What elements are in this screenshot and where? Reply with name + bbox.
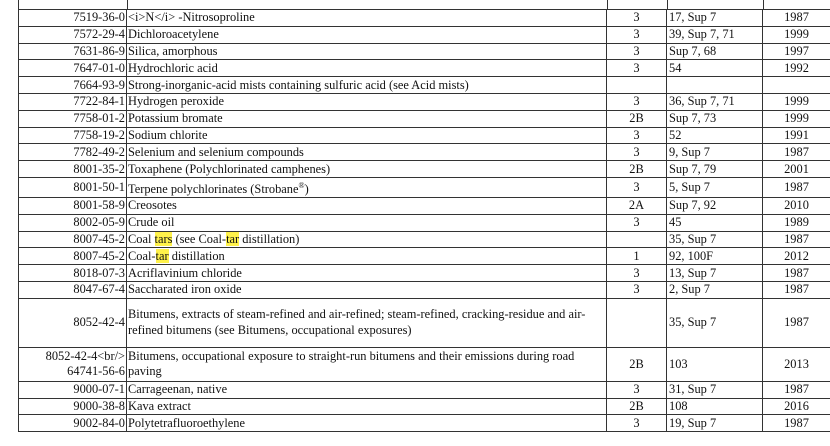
agent-name-text: Crude oil <box>128 215 175 230</box>
group-cell: 3 <box>607 282 667 299</box>
cas-number-cell: 8007-45-2 <box>19 231 127 248</box>
agent-name-text: Terpene polychlorinates (Strobane <box>128 182 299 197</box>
agent-name-text: (see Coal- <box>172 232 227 247</box>
volume-cell: 52 <box>667 127 763 144</box>
agent-name-cell <box>127 282 607 299</box>
agent-name-cell <box>127 161 607 178</box>
page-margin <box>0 0 18 446</box>
year-cell: 1987 <box>763 231 830 248</box>
volume-cell: 35, Sup 7 <box>667 298 763 347</box>
group-cell: 3 <box>607 415 667 432</box>
cas-number-line: 64741-56-6 <box>67 364 125 379</box>
agent-name-cell <box>127 93 607 110</box>
agent-name-text: Potassium bromate <box>128 111 223 126</box>
year-cell: 2001 <box>763 161 830 178</box>
agent-name-text: Hydrochloric acid <box>128 60 218 75</box>
cas-number-cell: 7782-49-2 <box>19 144 127 161</box>
agent-name-text: Acriflavinium chloride <box>128 265 242 280</box>
agent-name-cell <box>127 398 607 415</box>
year-cell: 1989 <box>763 214 830 231</box>
cas-number-cell: 8001-50-1 <box>19 177 127 197</box>
cas-number-cell <box>19 347 127 381</box>
agent-name-cell <box>127 127 607 144</box>
volume-cell: 19, Sup 7 <box>667 415 763 432</box>
agent-name-cell <box>127 381 607 398</box>
year-cell: 2010 <box>763 198 830 215</box>
group-cell <box>607 77 667 94</box>
agent-name-text: Polytetrafluoroethylene <box>128 415 245 430</box>
agent-name-cell <box>127 144 607 161</box>
agent-name-text: distillation) <box>239 232 300 247</box>
agent-name-cell <box>127 177 607 197</box>
agents-table <box>18 9 830 432</box>
table-row <box>19 43 830 60</box>
year-cell: 1999 <box>763 26 830 43</box>
year-cell: 1999 <box>763 93 830 110</box>
year-cell: 1987 <box>763 265 830 282</box>
volume-cell: 54 <box>667 60 763 77</box>
table-row <box>19 198 830 215</box>
volume-cell: 5, Sup 7 <box>667 177 763 197</box>
table-row <box>19 415 830 432</box>
agent-name-text: <i>N</i> -Nitrosoproline <box>128 10 255 25</box>
table-row <box>19 60 830 77</box>
cas-number-cell: 7758-19-2 <box>19 127 127 144</box>
cas-number-cell: 8002-05-9 <box>19 214 127 231</box>
volume-cell: 2, Sup 7 <box>667 282 763 299</box>
cas-number-cell: 8007-45-2 <box>19 248 127 265</box>
volume-cell: 92, 100F <box>667 248 763 265</box>
group-cell: 3 <box>607 381 667 398</box>
table-row <box>19 26 830 43</box>
volume-cell: 36, Sup 7, 71 <box>667 93 763 110</box>
agent-name-text: Toxaphene (Polychlorinated camphenes) <box>128 161 331 176</box>
agents-table-body <box>19 10 830 432</box>
agent-name-text-end: ) <box>304 182 309 197</box>
agent-name-cell <box>127 110 607 127</box>
group-cell: 3 <box>607 144 667 161</box>
agent-name-cell <box>127 415 607 432</box>
search-highlight: tars <box>154 232 173 247</box>
cas-number-cell: 7722-84-1 <box>19 93 127 110</box>
year-cell: 2013 <box>763 347 830 381</box>
group-cell: 2A <box>607 198 667 215</box>
table-row <box>19 214 830 231</box>
volume-cell: 13, Sup 7 <box>667 265 763 282</box>
year-cell: 1987 <box>763 144 830 161</box>
volume-cell: 9, Sup 7 <box>667 144 763 161</box>
agent-name-cell <box>127 77 607 94</box>
group-cell: 3 <box>607 43 667 60</box>
agent-name-text: Selenium and selenium compounds <box>128 144 304 159</box>
year-cell: 1987 <box>763 10 830 27</box>
year-cell: 1987 <box>763 415 830 432</box>
agent-name-text: Creosotes <box>128 198 177 213</box>
volume-cell: 35, Sup 7 <box>667 231 763 248</box>
agent-name-cell <box>127 248 607 265</box>
volume-cell: 45 <box>667 214 763 231</box>
cas-number-cell: 7647-01-0 <box>19 60 127 77</box>
table-row <box>19 231 830 248</box>
group-cell <box>607 231 667 248</box>
agent-name-text: Dichloroacetylene <box>128 27 219 42</box>
agent-name-cell <box>127 43 607 60</box>
cas-number-cell: 9000-07-1 <box>19 381 127 398</box>
year-cell: 2016 <box>763 398 830 415</box>
table-row <box>19 177 830 197</box>
year-cell: 1987 <box>763 282 830 299</box>
cas-number-cell: 8018-07-3 <box>19 265 127 282</box>
search-highlight: tar <box>226 232 240 247</box>
volume-cell <box>667 77 763 94</box>
agent-name-text: Kava extract <box>128 399 191 414</box>
volume-cell: Sup 7, 79 <box>667 161 763 178</box>
agent-name-cell <box>127 298 607 347</box>
agent-name-cell <box>127 347 607 381</box>
group-cell: 2B <box>607 161 667 178</box>
agent-name-text: distillation <box>168 248 225 263</box>
group-cell: 3 <box>607 93 667 110</box>
group-cell: 3 <box>607 265 667 282</box>
year-cell: 1991 <box>763 127 830 144</box>
group-cell: 3 <box>607 177 667 197</box>
volume-cell: Sup 7, 68 <box>667 43 763 60</box>
cas-number-cell: 9002-84-0 <box>19 415 127 432</box>
table-row <box>19 144 830 161</box>
registered-mark: ® <box>298 180 305 190</box>
year-cell <box>763 77 830 94</box>
table-row <box>19 248 830 265</box>
table-row <box>19 381 830 398</box>
agent-name-cell <box>127 265 607 282</box>
agent-name-text: Strong-inorganic-acid mists containing sulfuric acid (see Acid mists) <box>128 77 469 92</box>
volume-cell: 108 <box>667 398 763 415</box>
agent-name-cell <box>127 214 607 231</box>
table-row <box>19 127 830 144</box>
year-cell: 1987 <box>763 298 830 347</box>
group-cell: 2B <box>607 110 667 127</box>
group-cell: 2B <box>607 398 667 415</box>
year-cell: 2012 <box>763 248 830 265</box>
group-cell: 3 <box>607 214 667 231</box>
group-cell <box>607 298 667 347</box>
cas-number-cell: 7758-01-2 <box>19 110 127 127</box>
cas-number-cell: 7664-93-9 <box>19 77 127 94</box>
cas-number-cell: 8001-35-2 <box>19 161 127 178</box>
agent-name-text: Saccharated iron oxide <box>128 282 242 297</box>
table-row <box>19 398 830 415</box>
table-row <box>19 298 830 347</box>
group-cell: 3 <box>607 26 667 43</box>
year-cell: 1997 <box>763 43 830 60</box>
agent-name-cell <box>127 10 607 27</box>
agent-name-text: Bitumens, occupational exposure to straight-run bitumens and their emissions during road paving <box>128 349 575 379</box>
agent-name-cell <box>127 26 607 43</box>
cas-number-cell: 8001-58-9 <box>19 198 127 215</box>
group-cell: 1 <box>607 248 667 265</box>
cas-number-cell: 8047-67-4 <box>19 282 127 299</box>
volume-cell: Sup 7, 73 <box>667 110 763 127</box>
agent-name-text: Coal- <box>128 248 156 263</box>
year-cell: 1999 <box>763 110 830 127</box>
year-cell: 1992 <box>763 60 830 77</box>
volume-cell: 103 <box>667 347 763 381</box>
volume-cell: Sup 7, 92 <box>667 198 763 215</box>
group-cell: 3 <box>607 10 667 27</box>
table-row <box>19 282 830 299</box>
cas-number-cell: 7519-36-0 <box>19 10 127 27</box>
agent-name-text: Bitumens, extracts of steam-refined and air-refined; steam-refined, cracking-residue and air-refined bitumens (see Bitumens, occupational exposures) <box>128 307 586 337</box>
agent-name-cell <box>127 60 607 77</box>
cas-number-cell: 7572-29-4 <box>19 26 127 43</box>
group-cell: 3 <box>607 127 667 144</box>
group-cell: 2B <box>607 347 667 381</box>
table-row <box>19 161 830 178</box>
volume-cell: 31, Sup 7 <box>667 381 763 398</box>
agent-name-text: Coal <box>128 232 155 247</box>
table-row <box>19 10 830 27</box>
table-row <box>19 93 830 110</box>
cas-number-cell: 9000-38-8 <box>19 398 127 415</box>
group-cell: 3 <box>607 60 667 77</box>
volume-cell: 39, Sup 7, 71 <box>667 26 763 43</box>
agent-name-text: Hydrogen peroxide <box>128 94 224 109</box>
agent-name-cell <box>127 198 607 215</box>
year-cell: 1987 <box>763 177 830 197</box>
table-row <box>19 110 830 127</box>
table-row <box>19 265 830 282</box>
cas-number-line: 8052-42-4<br/> <box>45 349 125 364</box>
table-top-edge <box>18 0 830 9</box>
agent-name-text: Carrageenan, native <box>128 382 228 397</box>
year-cell: 1987 <box>763 381 830 398</box>
agent-name-text: Silica, amorphous <box>128 43 218 58</box>
search-highlight: tar <box>155 248 169 263</box>
cas-number-cell: 8052-42-4 <box>19 298 127 347</box>
cas-number-cell: 7631-86-9 <box>19 43 127 60</box>
table-row <box>19 347 830 381</box>
table-row <box>19 77 830 94</box>
agent-name-cell <box>127 231 607 248</box>
volume-cell: 17, Sup 7 <box>667 10 763 27</box>
agent-name-text: Sodium chlorite <box>128 127 208 142</box>
